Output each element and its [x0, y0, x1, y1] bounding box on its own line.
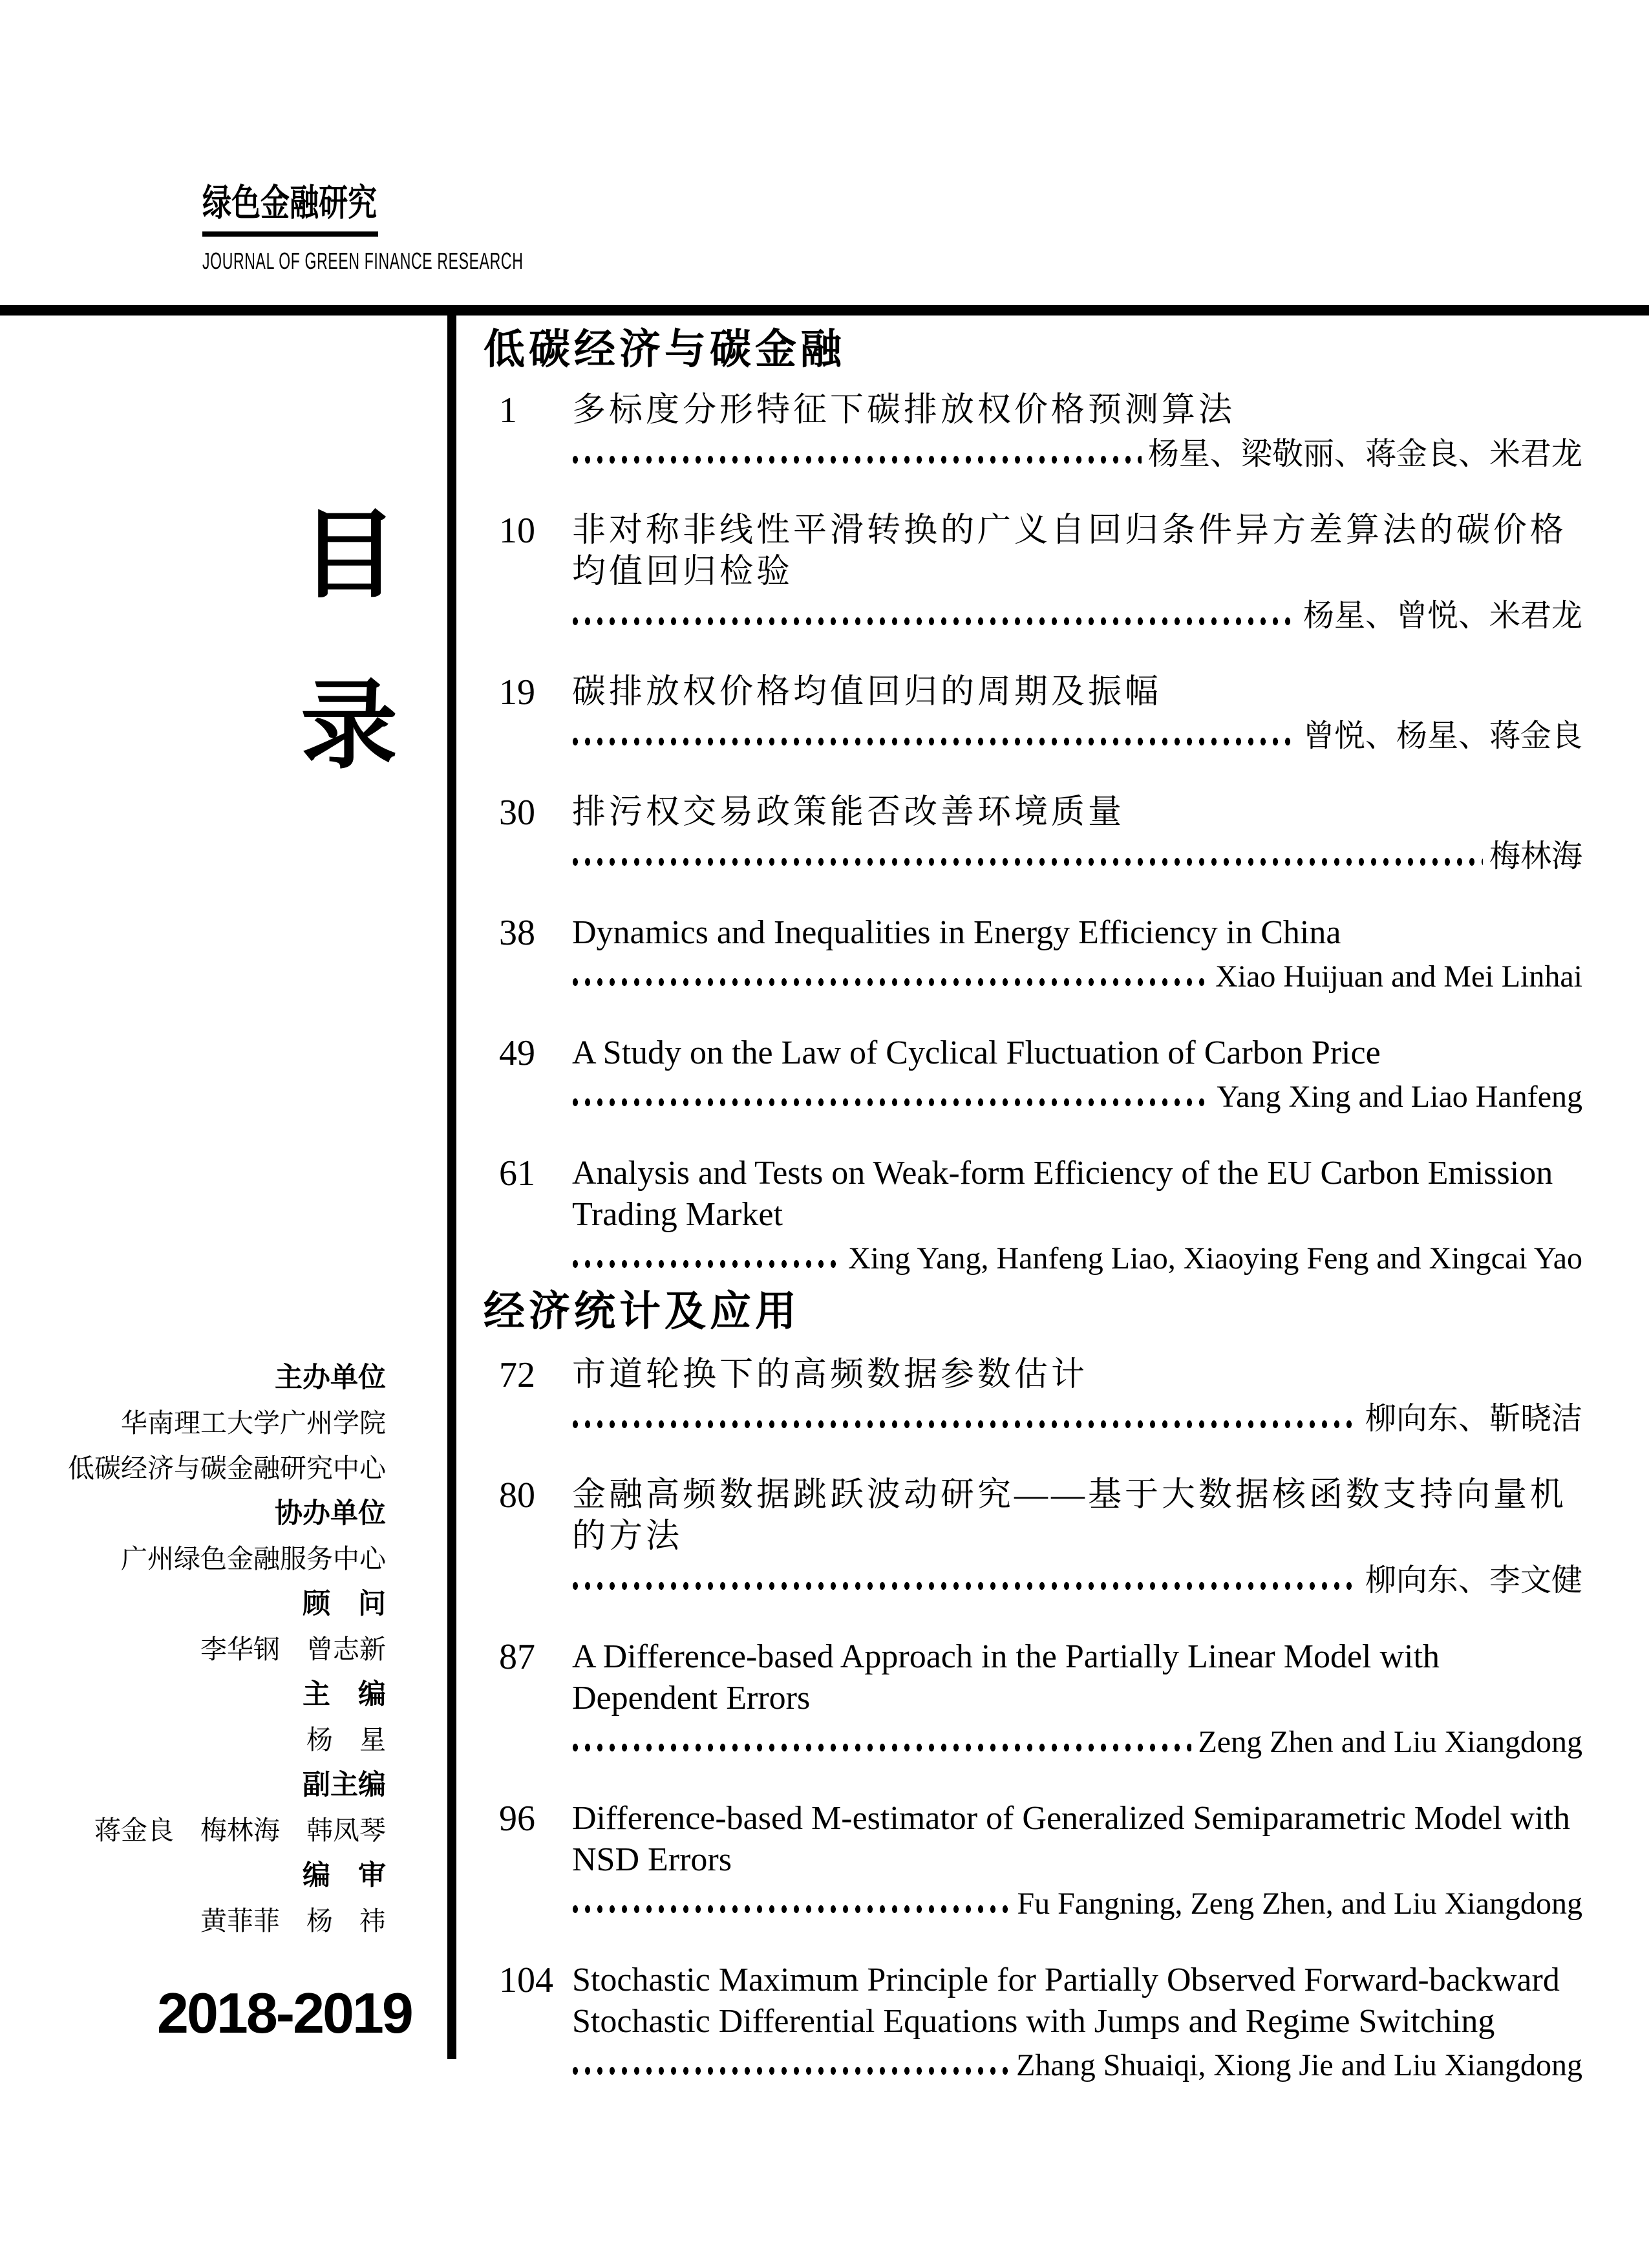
publisher-coorganizer: 广州绿色金融服务中心	[121, 1544, 386, 1574]
entry-title: Analysis and Tests on Weak-form Efficiency of the EU Carbon Emission Trading Market	[572, 1155, 1553, 1233]
entry-page-number: 80	[499, 1475, 535, 1515]
entry-page-number: 1	[499, 390, 517, 431]
toc-entry	[484, 912, 1582, 995]
toc-entry	[484, 1354, 1582, 1437]
entry-page-number: 104	[499, 1960, 553, 2000]
entry-authors: 柳向东、靳晓洁	[1365, 1402, 1582, 1436]
publisher-label-reviewers: 编 审	[303, 1860, 386, 1891]
publisher-chief-editor: 杨 星	[306, 1725, 386, 1755]
entry-page-number: 19	[499, 672, 535, 712]
entry-page-number: 49	[499, 1033, 535, 1073]
contents-char-mu: 目	[300, 500, 398, 609]
entry-authors: Fu Fangning, Zeng Zhen, and Liu Xiangdong	[1017, 1887, 1582, 1921]
publisher-info-block	[50, 1355, 386, 1943]
dotted-leader	[572, 614, 1297, 628]
entry-authors: Zeng Zhen and Liu Xiangdong	[1198, 1725, 1582, 1759]
publisher-label-organizer: 主办单位	[275, 1362, 386, 1393]
entry-title: 碳排放权价格均值回归的周期及振幅	[572, 674, 1162, 711]
dotted-leader	[572, 1417, 1359, 1431]
entry-authors: 杨星、梁敬丽、蒋金良、米君龙	[1147, 437, 1582, 471]
publisher-reviewers: 黄菲菲 杨 祎	[200, 1906, 386, 1936]
toc-entry	[484, 1798, 1582, 1922]
publisher-label-chief-editor: 主 编	[303, 1679, 386, 1710]
entry-authors: 柳向东、李文健	[1365, 1563, 1582, 1598]
publisher-label-deputy-editors: 副主编	[303, 1770, 386, 1801]
publisher-label-advisor: 顾 问	[303, 1589, 386, 1620]
journal-title-zh: 绿色金融研究	[202, 182, 378, 224]
dotted-leader	[572, 1257, 842, 1271]
journal-title-en: JOURNAL OF GREEN FINANCE RESEARCH	[202, 248, 524, 274]
dotted-leader	[572, 2064, 1010, 2078]
entry-authors: 曾悦、杨星、蒋金良	[1303, 719, 1582, 753]
entry-authors: Yang Xing and Liao Hanfeng	[1217, 1080, 1582, 1114]
contents-vertical-title	[294, 500, 404, 780]
entry-page-number: 10	[499, 511, 535, 551]
entry-title: A Difference-based Approach in the Partially Linear Model with Dependent Errors	[572, 1638, 1440, 1717]
publisher-organizer-2: 低碳经济与碳金融研究中心	[68, 1453, 386, 1483]
entry-title: 金融高频数据跳跃波动研究——基于大数据核函数支持向量机的方法	[572, 1477, 1568, 1555]
entry-title: Dynamics and Inequalities in Energy Efficiency in China	[572, 914, 1341, 951]
entry-title: Stochastic Maximum Principle for Partially Observed Forward-backward Stochastic Differential Equations with Jumps and Regime Switching	[572, 1962, 1560, 2040]
toc-entry	[484, 390, 1582, 473]
entry-title: Difference-based M-estimator of Generalized Semiparametric Model with NSD Errors	[572, 1800, 1570, 1878]
toc-entry	[484, 1960, 1582, 2084]
publisher-deputy-editors: 蒋金良 梅林海 韩凤琴	[94, 1815, 386, 1845]
toc-entry	[484, 1636, 1582, 1760]
dotted-leader	[572, 1095, 1210, 1109]
toc-entry	[484, 1475, 1582, 1599]
section-heading-statistics: 经济统计及应用	[484, 1288, 800, 1334]
entry-page-number: 61	[499, 1153, 535, 1193]
masthead-underline	[202, 231, 378, 237]
dotted-leader	[572, 1579, 1359, 1593]
toc-entry	[484, 792, 1582, 875]
dotted-leader	[572, 1740, 1191, 1755]
dotted-leader	[572, 734, 1297, 749]
top-horizontal-rule	[0, 305, 1649, 316]
issue-year-label: 2018-2019	[157, 1981, 412, 2045]
entry-title: 市道轮换下的高频数据参数估计	[572, 1356, 1089, 1393]
table-of-contents	[484, 326, 1582, 2084]
publisher-organizer-1: 华南理工大学广州学院	[121, 1408, 386, 1438]
publisher-advisors: 李华钢 曾志新	[200, 1634, 386, 1664]
dotted-leader	[572, 855, 1483, 869]
entry-authors: Xing Yang, Hanfeng Liao, Xiaoying Feng and Xingcai Yao	[848, 1241, 1582, 1276]
entry-authors: 杨星、曾悦、米君龙	[1303, 599, 1582, 633]
column-divider-rule	[447, 316, 456, 2059]
contents-char-lu: 录	[300, 671, 398, 780]
entry-title: 排污权交易政策能否改善环境质量	[572, 794, 1125, 831]
dotted-leader	[572, 975, 1209, 989]
entry-page-number: 72	[499, 1355, 535, 1395]
publisher-label-coorganizer: 协办单位	[275, 1498, 386, 1529]
toc-entry	[484, 1032, 1582, 1115]
toc-entry	[484, 672, 1582, 754]
toc-entry	[484, 510, 1582, 634]
entry-authors: 梅林海	[1489, 839, 1582, 873]
entry-authors: Zhang Shuaiqi, Xiong Jie and Liu Xiangdong	[1016, 2048, 1582, 2082]
entry-page-number: 30	[499, 793, 535, 833]
entry-page-number: 87	[499, 1637, 535, 1677]
dotted-leader	[572, 1902, 1010, 1916]
entry-page-number: 38	[499, 913, 535, 953]
section-heading-low-carbon: 低碳经济与碳金融	[484, 326, 846, 372]
entry-title: 多标度分形特征下碳排放权价格预测算法	[572, 392, 1236, 429]
dotted-leader	[572, 453, 1142, 467]
entry-title: A Study on the Law of Cyclical Fluctuation of Carbon Price	[572, 1034, 1381, 1071]
entry-page-number: 96	[499, 1799, 535, 1839]
entry-title: 非对称非线性平滑转换的广义自回归条件异方差算法的碳价格均值回归检验	[572, 512, 1568, 590]
journal-masthead	[202, 184, 704, 274]
entry-authors: Xiao Huijuan and Mei Linhai	[1215, 959, 1582, 994]
toc-entry	[484, 1153, 1582, 1277]
